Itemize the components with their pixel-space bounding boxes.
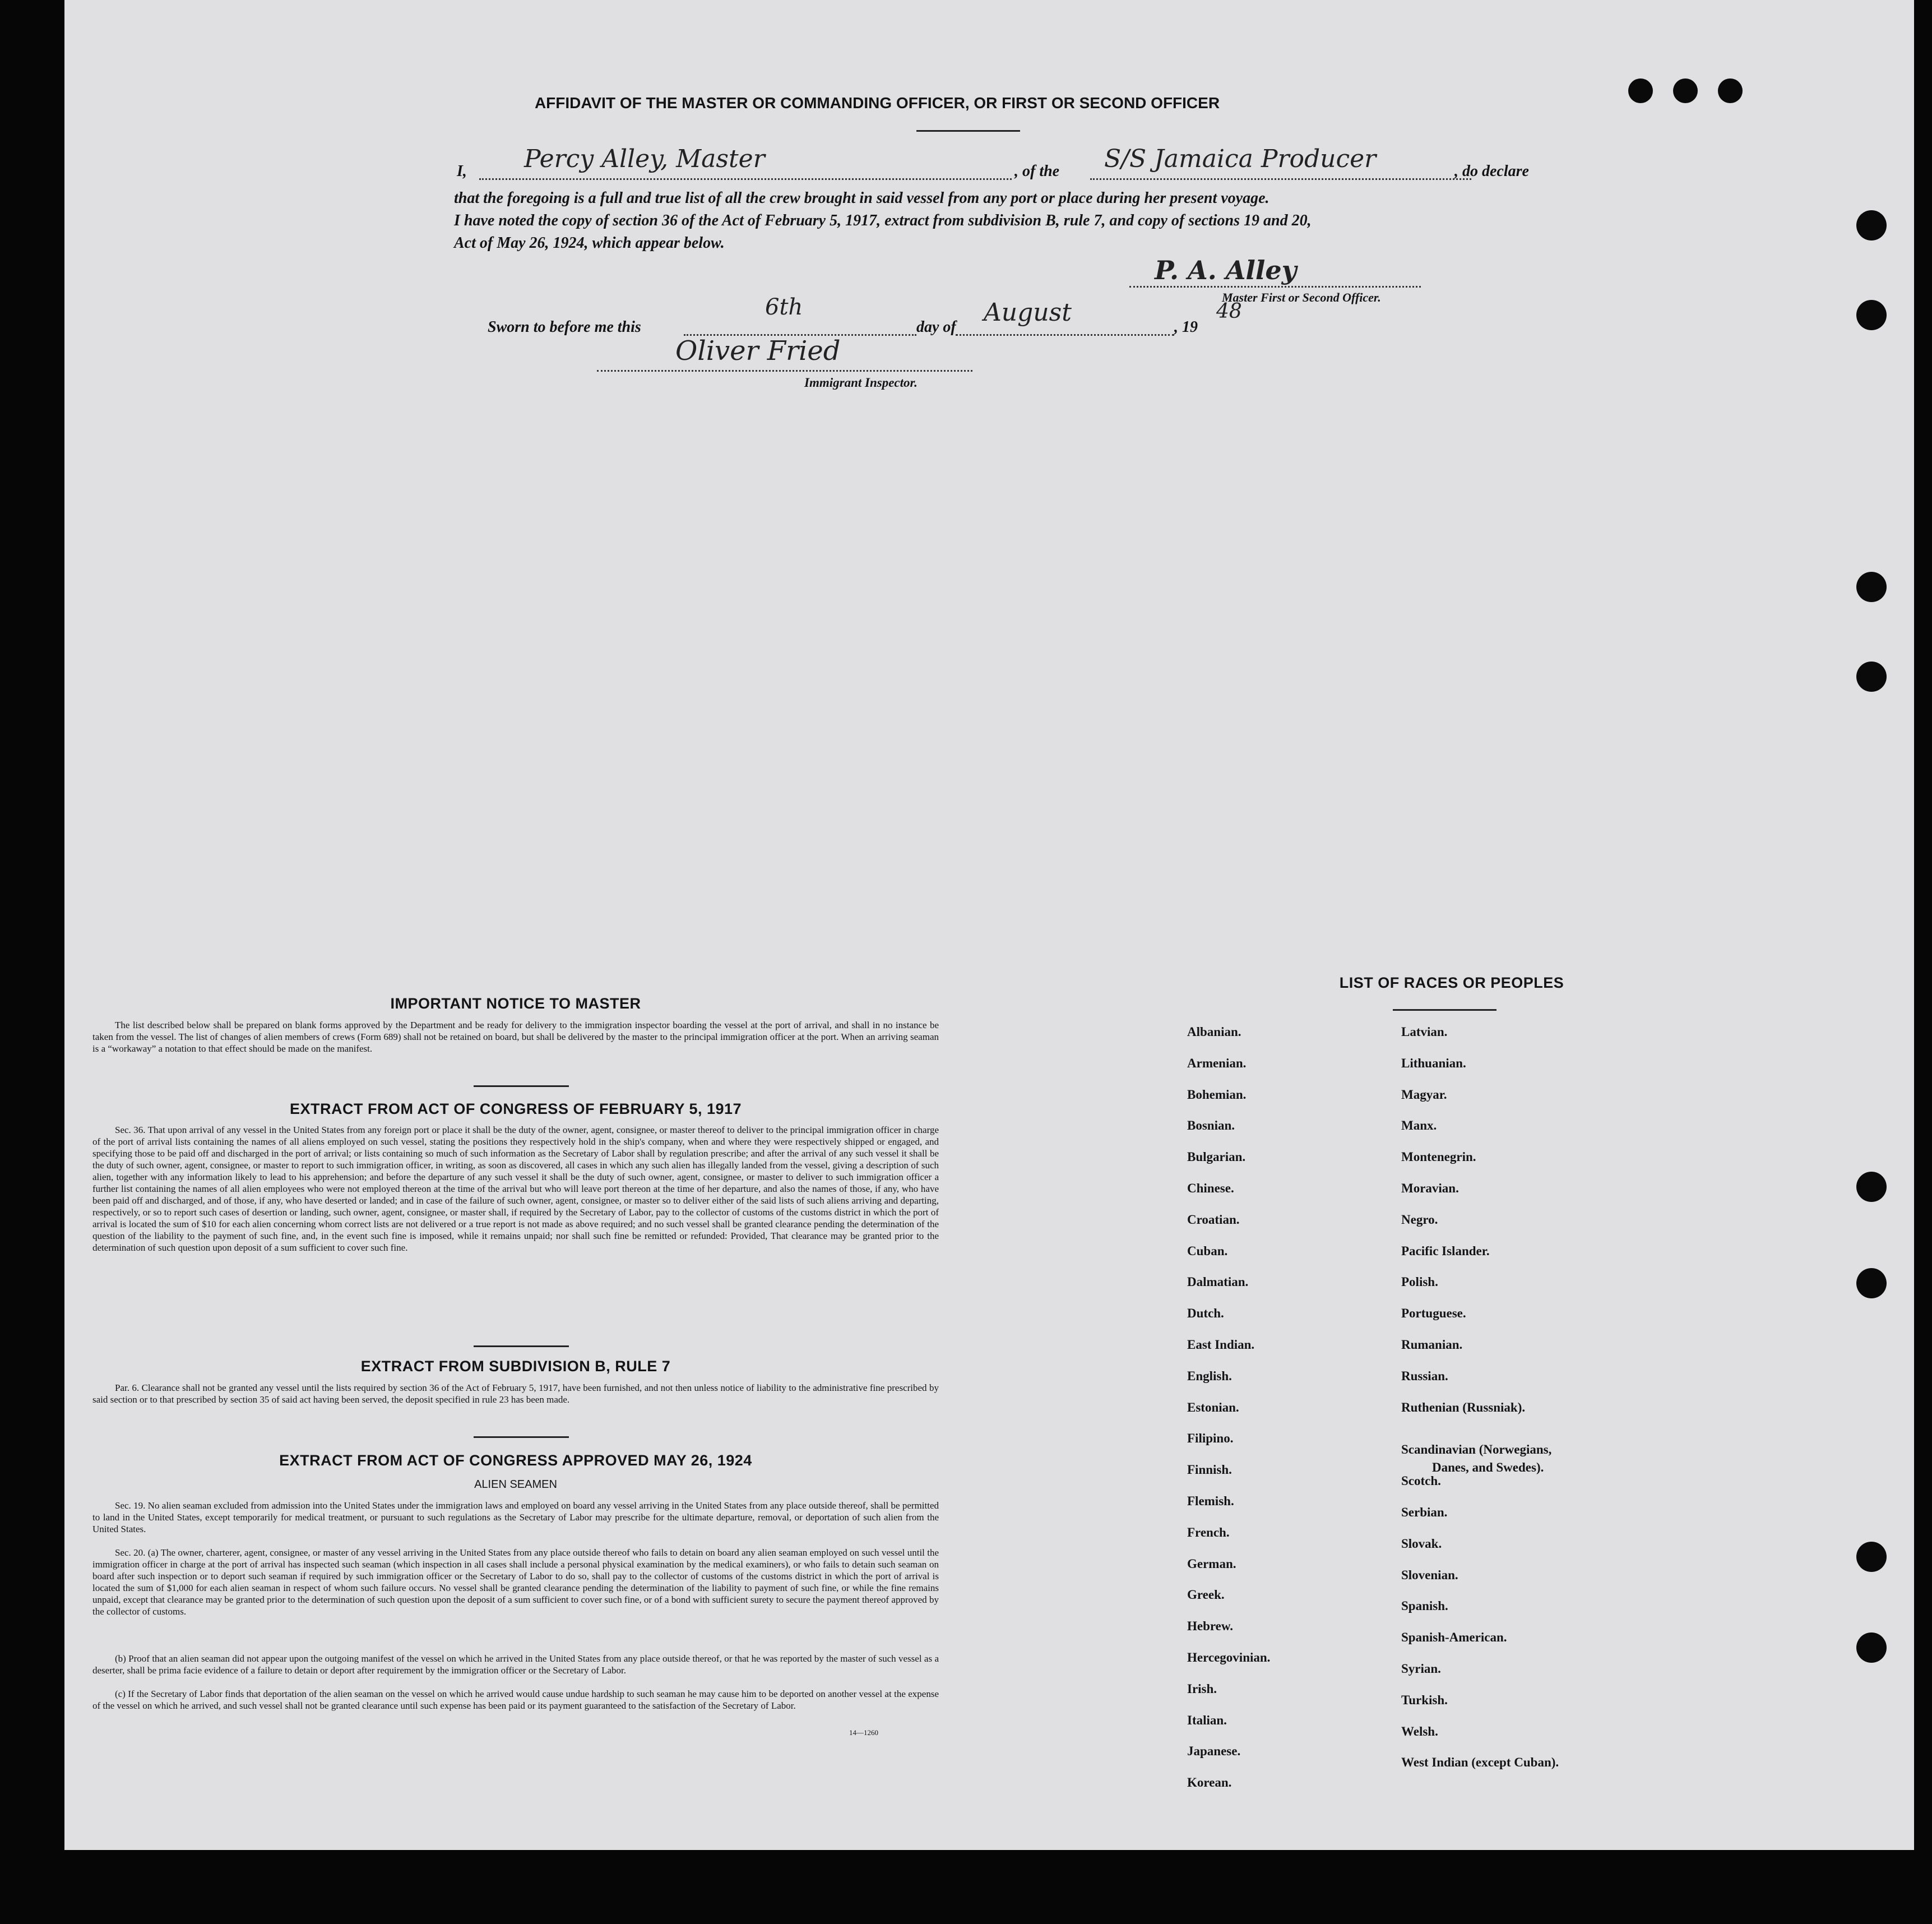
- race-item: Dalmatian.: [1187, 1275, 1249, 1289]
- sworn-day-handwritten: 6th: [765, 294, 803, 320]
- sworn-text: Sworn to before me this: [488, 318, 641, 336]
- race-item: Italian.: [1187, 1713, 1227, 1727]
- race-item: East Indian.: [1187, 1338, 1255, 1352]
- race-item: Montenegrin.: [1401, 1150, 1476, 1164]
- declaration-line-2: that the foregoing is a full and true list of all the crew brought in said vessel from any port or place during her present voyage.: [454, 189, 1270, 207]
- sec20c-text: (c) If the Secretary of Labor finds that deportation of the alien seaman on the vessel on which he arrived would cause undue hardship to such seaman he may cause him to be deported on another vessel at the expense of the vessel on which he arrived, and such vessel shall not be granted clearance until such expense has been paid or its payment guaranteed to the satisfaction of the Secretary of Labor.: [92, 1689, 939, 1711]
- race-item: Lithuanian.: [1401, 1056, 1466, 1070]
- punch-hole: [1856, 572, 1887, 602]
- race-item: Bosnian.: [1187, 1118, 1235, 1132]
- race-item: Bohemian.: [1187, 1088, 1247, 1102]
- punch-hole: [1856, 300, 1887, 330]
- punch-hole: [1856, 1268, 1887, 1298]
- master-name-line: [479, 178, 1012, 180]
- punch-hole: [1856, 210, 1887, 240]
- sec20b-text: (b) Proof that an alien seaman did not appear upon the outgoing manifest of the vessel on which he arrived in the United States from any place outside thereof, or that he was reported by the master of such vessel as a deserter, shall be prima facie evidence of a failure to detain or deport after requirement by the immigration officer or the Secretary of Labor.: [92, 1653, 939, 1676]
- extract-1917-rule: [474, 1345, 569, 1347]
- race-item: Albanian.: [1187, 1025, 1241, 1039]
- sworn-month-line: [956, 334, 1174, 336]
- extract-1924-heading: EXTRACT FROM ACT OF CONGRESS APPROVED MAY 26, 1924: [279, 1452, 752, 1469]
- race-item: Chinese.: [1187, 1181, 1234, 1195]
- race-item: Slovak.: [1401, 1537, 1442, 1551]
- declaration-line-4: Act of May 26, 1924, which appear below.: [454, 234, 725, 252]
- race-item: English.: [1187, 1369, 1232, 1383]
- race-item: Ruthenian (Russniak).: [1401, 1400, 1526, 1414]
- year-prefix: , 19: [1174, 318, 1198, 336]
- of-the-text: , of the: [1014, 163, 1060, 180]
- race-item: Japanese.: [1187, 1744, 1241, 1758]
- punch-hole: [1718, 78, 1743, 103]
- race-item: Magyar.: [1401, 1088, 1447, 1102]
- race-item: Estonian.: [1187, 1400, 1239, 1414]
- race-item: Irish.: [1187, 1682, 1217, 1696]
- notice-text: The list described below shall be prepared on blank forms approved by the Department and be ready for delivery to the immigration inspector boarding the vessel at the port of arrival, and shall in no instance be taken from the vessel. The list of changes of alien members of crews (Form 689) shall not be retained on board, but shall be delivered by the master to the principal immigration officer at the port. When an arriving seaman is a “workaway” a notation to that effect should be made on the manifest.: [92, 1020, 939, 1054]
- rule7-heading: EXTRACT FROM SUBDIVISION B, RULE 7: [360, 1358, 671, 1375]
- declare-text: , do declare: [1454, 163, 1529, 180]
- race-item: Danes, and Swedes).: [1432, 1460, 1544, 1474]
- race-item: Portuguese.: [1401, 1306, 1466, 1320]
- day-of-text: day of: [916, 318, 956, 336]
- master-signature-line: [1129, 286, 1421, 288]
- vessel-name-handwritten: S/S Jamaica Producer: [1104, 145, 1377, 173]
- race-item: Syrian.: [1401, 1662, 1441, 1676]
- race-item: Rumanian.: [1401, 1338, 1463, 1352]
- race-item: Latvian.: [1401, 1025, 1448, 1039]
- race-item: Korean.: [1187, 1775, 1232, 1789]
- races-rule: [1393, 1009, 1497, 1011]
- race-item: West Indian (except Cuban).: [1401, 1755, 1559, 1769]
- race-item: Greek.: [1187, 1588, 1225, 1602]
- notice-heading: IMPORTANT NOTICE TO MASTER: [390, 995, 641, 1012]
- master-caption: Master First or Second Officer.: [1222, 290, 1381, 304]
- race-item: Welsh.: [1401, 1724, 1438, 1738]
- race-item: Scandinavian (Norwegians,: [1401, 1442, 1552, 1456]
- race-item: Flemish.: [1187, 1494, 1234, 1508]
- rule7-rule: [474, 1436, 569, 1438]
- race-item: Russian.: [1401, 1369, 1448, 1383]
- title-rule: [916, 130, 1020, 132]
- sec19-text: Sec. 19. No alien seaman excluded from admission into the United States under the immigration laws and employed on board any vessel arriving in the United States from any place outside thereof, shall be permitted to land in the United States, except temporarily for medical treatment, or pursuant to such regulations as the Secretary of Labor may prescribe for the ultimate departure, removal, or deportation of such alien from the United States.: [92, 1500, 939, 1534]
- race-item: Cuban.: [1187, 1244, 1228, 1258]
- document-page: [64, 0, 1914, 1850]
- inspector-signature: Oliver Fried: [675, 335, 841, 367]
- race-item: Turkish.: [1401, 1693, 1448, 1707]
- extract-1917-text: Sec. 36. That upon arrival of any vessel in the United States from any foreign port or place it shall be the duty of the owner, agent, consignee, or master thereof to deliver to the principal immigration officer in charge of the port of arrival lists containing the names of all aliens employed on such vessel, stating the positions they respectively hold in the ship's company, when and where they were respectively shipped or engaged, and specifying those to be paid off and discharged in the port of arrival; or lists containing so much of such information as the Secretary of Labor shall by regulation prescribe; and after the arrival of any such vessel it shall be the duty of such owner, agent, consignee, or master to report to such immigration officer, in writing, as soon as discovered, all cases in which any such alien has illegally landed from the vessel, giving a description of such alien, together with any information likely to lead to his apprehension; and before the departure of any such vessel it shall be the duty of such owner, agent, consignee, or master to deliver to such immigration officer a further list containing the names of all alien employees who were not employed thereon at the time of the arrival but who will leave port thereon at the time of her departure, and also the names of those, if any, who have been paid off and discharged, and of those, if any, who have deserted or landed; and in case of the failure of such owner, agent, consignee, or master so to deliver either of the said lists of such aliens arriving and departing, respectively, or so to report such cases of desertion or landing, such owner, agent, consignee, or master shall, if required by the Secretary of Labor, pay to the collector of customs of the customs district in which the port of arrival is located the sum of $10 for each alien concerning whom correct lists are not delivered or a true report is not made as above required; and no such vessel shall be granted clearance pending the determination of the question of the liability to the payment of such fine, and, in the event such fine is imposed, while it remains unpaid; nor shall such fine be remitted or refunded: Provided, That clearance may be granted prior to the determination of such question upon deposit of a sum sufficient to cover such fine.: [92, 1125, 939, 1253]
- master-name-handwritten: Percy Alley, Master: [524, 145, 765, 173]
- race-item: Finnish.: [1187, 1463, 1232, 1477]
- race-item: Scotch.: [1401, 1474, 1441, 1488]
- punch-hole: [1856, 1542, 1887, 1572]
- race-item: Negro.: [1401, 1213, 1438, 1227]
- race-item: Dutch.: [1187, 1306, 1224, 1320]
- extract-1917-heading: EXTRACT FROM ACT OF CONGRESS OF FEBRUARY 5, 1917: [289, 1100, 742, 1117]
- alien-seamen-subheading: ALIEN SEAMEN: [474, 1478, 557, 1491]
- rule7-text: Par. 6. Clearance shall not be granted any vessel until the lists required by section 36 of the Act of February 5, 1917, have been furnished, and not then unless notice of liability to the administrative fine prescribed by said section or to that prescribed by section 35 of said act having been served, the deposit specified in rule 23 has been made.: [92, 1382, 939, 1405]
- race-item: Moravian.: [1401, 1181, 1459, 1195]
- race-item: Serbian.: [1401, 1505, 1448, 1519]
- sworn-month-handwritten: August: [984, 298, 1072, 327]
- race-item: Hebrew.: [1187, 1619, 1233, 1633]
- declaration-line-3: I have noted the copy of section 36 of the Act of February 5, 1917, extract from subdivision B, rule 7, and copy of sections 19 and 20,: [454, 212, 1312, 229]
- race-item: Spanish.: [1401, 1599, 1448, 1613]
- inspector-signature-line: [597, 370, 972, 372]
- form-number: 14—1260: [849, 1728, 878, 1737]
- races-heading: LIST OF RACES OR PEOPLES: [1339, 974, 1564, 991]
- race-item: Hercegovinian.: [1187, 1650, 1271, 1664]
- race-item: Pacific Islander.: [1401, 1244, 1490, 1258]
- inspector-caption: Immigrant Inspector.: [804, 376, 918, 390]
- master-signature: P. A. Alley: [1155, 255, 1297, 285]
- punch-hole: [1856, 1632, 1887, 1663]
- vessel-name-line: [1090, 178, 1471, 180]
- race-item: Croatian.: [1187, 1213, 1240, 1227]
- affidavit-title: AFFIDAVIT OF THE MASTER OR COMMANDING OFFICER, OR FIRST OR SECOND OFFICER: [534, 94, 1220, 112]
- sworn-year-handwritten: 48: [1216, 300, 1242, 323]
- race-item: Manx.: [1401, 1118, 1437, 1132]
- punch-hole: [1856, 1172, 1887, 1202]
- race-item: Armenian.: [1187, 1056, 1247, 1070]
- race-item: German.: [1187, 1557, 1236, 1571]
- race-item: Filipino.: [1187, 1431, 1234, 1445]
- race-item: French.: [1187, 1525, 1230, 1539]
- race-item: Slovenian.: [1401, 1568, 1458, 1582]
- punch-hole: [1856, 662, 1887, 692]
- race-item: Polish.: [1401, 1275, 1438, 1289]
- declaration-prefix: I,: [457, 163, 467, 180]
- race-item: Spanish-American.: [1401, 1630, 1507, 1644]
- sec20a-text: Sec. 20. (a) The owner, charterer, agent, consignee, or master of any vessel arriving in the United States from any place outside thereof who fails to detain on board any alien seaman employed on such vessel until the immigration officer in charge at the port of arrival has inspected such seaman (which inspection in all cases shall include a personal physical examination by the medical examiners), or who fails to detain such seaman on board after such inspection or to deport such seaman if required by such immigration officer or the Secretary of Labor to do so, shall pay to the collector of customs of the customs district in which the port of arrival is located the sum of $1,000 for each alien seaman in respect of whom such failure occurs. No vessel shall be granted clearance pending the determination of the liability to payment of such fine, or while the fine remains unpaid, except that clearance may be granted prior to the determination of such question upon the deposit of a sum sufficient to cover such fine, or of a bond with sufficient surety to secure the payment thereof approved by the collector of customs.: [92, 1547, 939, 1617]
- notice-rule: [474, 1085, 569, 1087]
- race-item: Bulgarian.: [1187, 1150, 1246, 1164]
